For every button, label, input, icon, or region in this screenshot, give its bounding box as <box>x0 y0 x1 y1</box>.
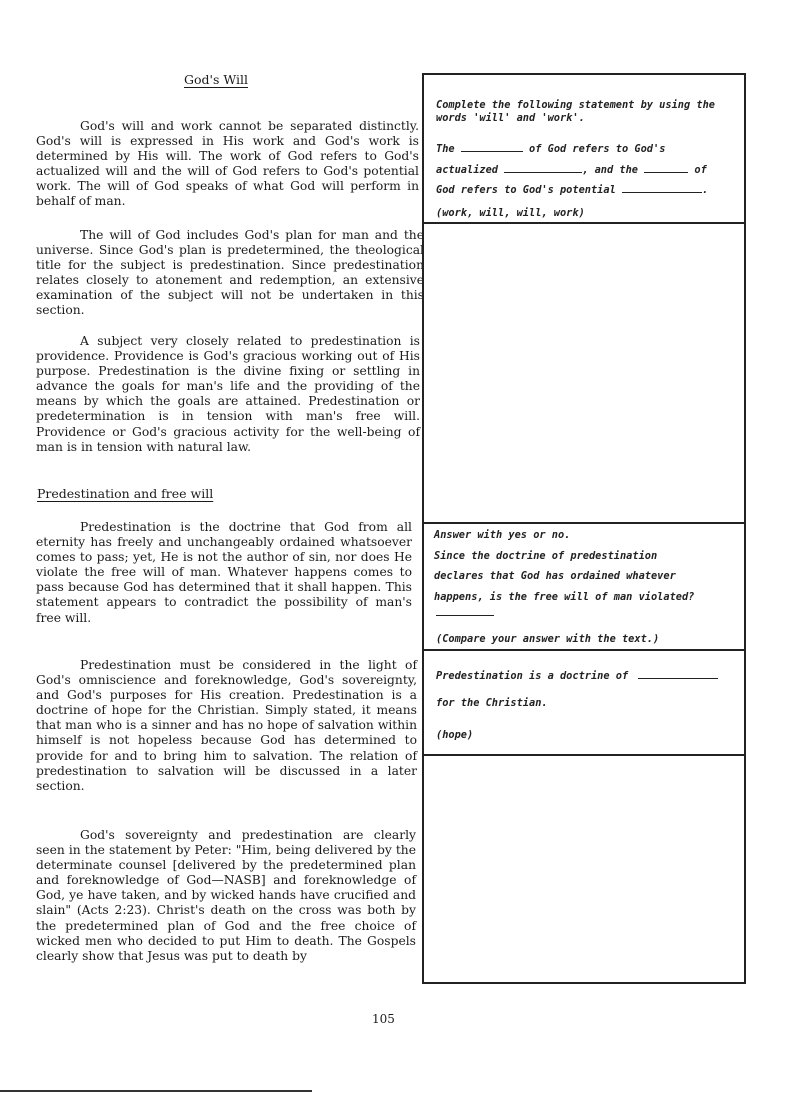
paragraph-text: The will of God includes God's plan for man and the universe. Since God's plan is predetermined, the theological title for the subject is predestination. Since predestination relates closely to atonement and redemption, an extensive examination of the subject will not be undertaken in this section. <box>36 228 424 318</box>
question-line: for the Christian. <box>436 697 548 709</box>
paragraph-will-and-work <box>36 119 419 210</box>
page-number: 105 <box>372 1012 395 1026</box>
paragraph-text: God's sovereignty and predestination are clearly seen in the statement by Peter: "Him, being delivered by the determinate counsel [delivered by the predetermined plan and foreknowledge of God—NASB] and foreknowledge of God, ye have taken, and by wicked hands have crucified and slain" (Acts 2:23). Christ's death on the cross was both by the predetermined plan of God and the free choice of wicked men who decided to put Him to death. The Gospels clearly show that Jesus was put to death by <box>36 828 416 963</box>
frame-instruction: Answer with yes or no. <box>434 529 571 541</box>
section-heading: Predestination and free will <box>37 486 214 501</box>
paragraph-sovereignty <box>36 828 416 964</box>
question-line: Since the doctrine of predestination <box>434 549 658 562</box>
blank-4[interactable] <box>622 182 702 193</box>
statement-line: God refers to God's potential . <box>436 184 709 196</box>
question-line: declares that God has ordained whatever <box>434 570 676 582</box>
paragraph-text: Predestination must be considered in the light of God's omniscience and foreknowledge, God's sovereignty, and God's purposes for His creation. Predestination is a doctrine of hope for the Christian. Simply stated, it means that man who is a sinner and has no hope of salvation within himself is not hopeless because God has determined to provide for and to bring him to salvation. The relation of predestination to salvation will be discussed in a later section. <box>36 658 417 793</box>
frame-instruction: Complete the following statement by using the words 'will' and 'work'. <box>436 99 715 124</box>
study-frames <box>422 73 746 984</box>
frame-answer: (Compare your answer with the text.) <box>436 633 660 645</box>
paragraph-text: A subject very closely related to predestination is providence. Providence is God's gracious working out of His purpose. Predestination is the divine fixing or settling in advance the goals for man's life and the providing of the means by which the goals are attained. Predestination or predetermination is in tension with man's free will. Providence or God's gracious activity for the well-being of man is in tension with natural law. <box>36 334 420 454</box>
frame-divider <box>424 522 744 524</box>
statement-line: The of God refers to God's <box>436 143 666 155</box>
blank-1[interactable] <box>461 141 523 152</box>
question-line: happens, is the free will of man violated? <box>434 590 695 603</box>
frame-answer: (work, will, will, work) <box>436 207 585 219</box>
paragraph-providence <box>36 334 420 455</box>
paragraph-text: Predestination is the doctrine that God from all eternity has freely and unchangeably ordained whatsoever comes to pass; yet, He is not the author of sin, nor does He violate the free will of man. Whatever happens comes to pass because God has determined that it shall happen. This statement appears to contradict the possibility of man's free will. <box>36 520 412 625</box>
scan-edge-line <box>0 1090 312 1092</box>
frame-free-will <box>434 525 734 607</box>
frame-divider <box>424 649 744 651</box>
frame-will-work <box>436 99 734 125</box>
frame-divider <box>424 222 744 224</box>
page-title: God's Will <box>184 72 248 87</box>
paragraph-text: God's will and work cannot be separated distinctly. God's will is expressed in His work and God's work is determined by His will. The work of God refers to God's actualized will and the will of God refers to God's potential work. The will of God speaks of what God will perform in behalf of man. <box>36 119 419 209</box>
blank-2[interactable] <box>504 162 582 173</box>
answer-blank[interactable] <box>436 605 494 616</box>
blank-3[interactable] <box>644 162 688 173</box>
statement-line: actualized , and the of <box>436 163 707 176</box>
paragraph-plan <box>36 228 424 319</box>
frame-hope <box>436 663 734 717</box>
frame-answer: (hope) <box>436 729 474 741</box>
paragraph-predestination-definition <box>36 520 412 626</box>
frame-will-work-statement <box>436 139 734 201</box>
frame-divider <box>424 754 744 756</box>
paragraph-predestination-hope <box>36 658 417 794</box>
blank-hope[interactable] <box>638 668 718 679</box>
question-line: Predestination is a doctrine of <box>436 663 734 690</box>
